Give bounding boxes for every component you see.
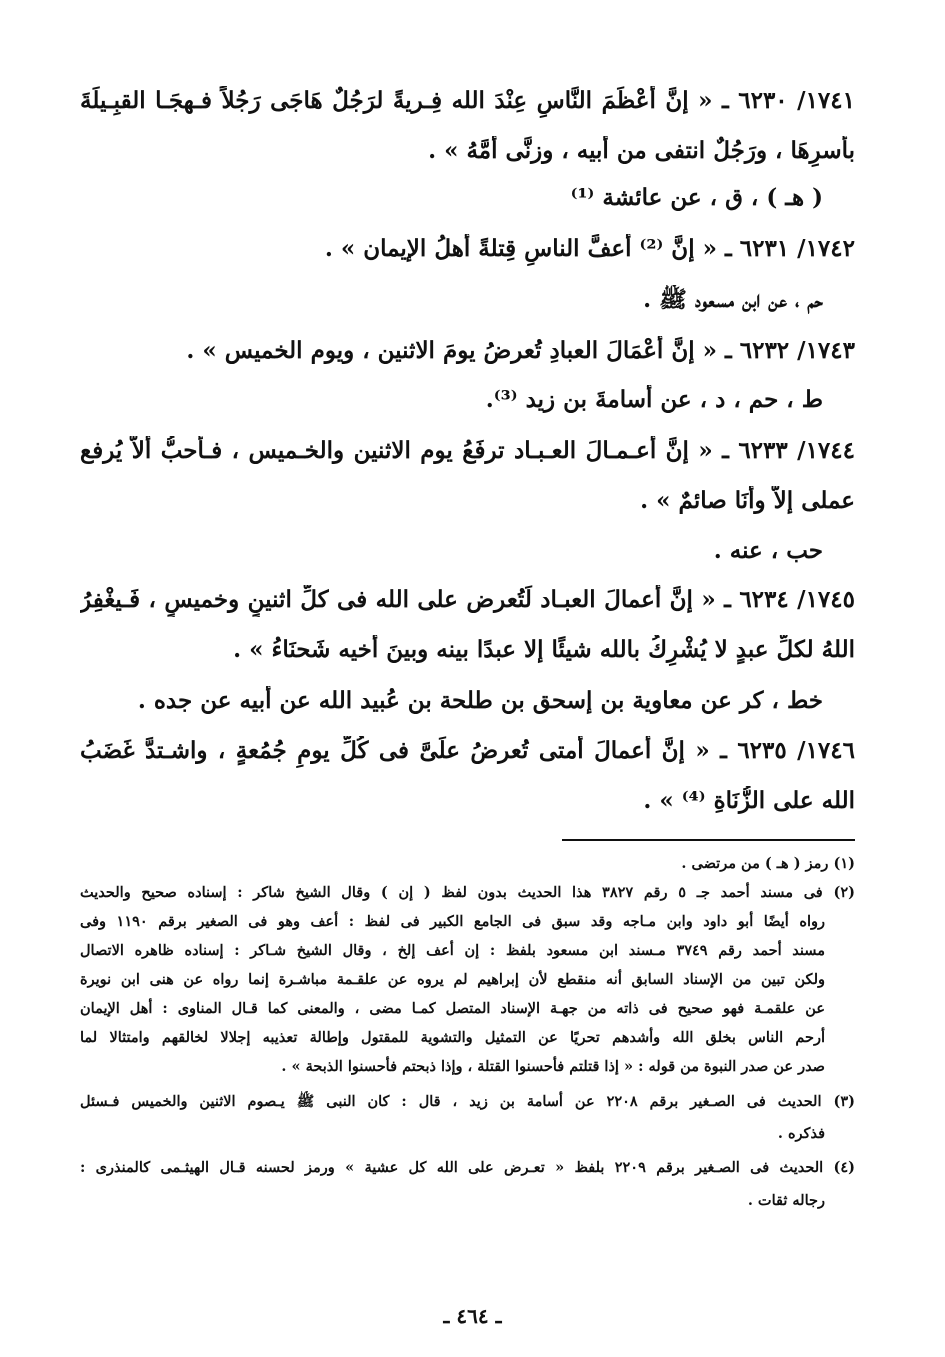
- page-number: ـ ٤٦٤ ـ: [443, 1304, 502, 1328]
- hadith-1745-source: خط ، كر عن معاوية بن إسحق بن طلحة بن عُبيد الله عن أبيه عن جده .: [137, 687, 823, 714]
- footnote-1: (١) رمز ( هـ ) من مرتضى .: [681, 855, 855, 872]
- hadith-1745-line-2: اللهُ لكلِّ عبدٍ لا يُشْرِكُ بالله شيئًا إلا عبدًا بينه وبينَ أخيه شَحنَاءُ » .: [233, 636, 855, 663]
- hadith-1746-line-2: الله على الزُّنَاةِ ⁽⁴⁾ » .: [643, 787, 855, 814]
- footnote-2-line-4: ولكن تبين من الإسناد السابق أنه منقطع لأن إبراهيم لم يروه عن علقـمة مباشـرة إنما رواه عن هنى ابن نويرة: [80, 971, 825, 988]
- hadith-1743-line-1: ١٧٤٣/ ٦٢٣٢ ـ « إنَّ أعْمَالَ العبادِ تُعرضُ يومَ الاثنين ، ويوم الخميس » .: [186, 337, 855, 364]
- footnote-4-line-1: (٤) الحديث فى الصـغير برقم ٢٢٠٩ بلفظ « تعـرض على الله كل عشية » ورمز لحسنه قـال الهيثـمى كالمنذرى :: [80, 1159, 855, 1176]
- hadith-1744-line-2: عملى إلاَّ وأنَا صائمٌ » .: [640, 487, 855, 514]
- hadith-1741-line-1: ١٧٤١/ ٦٢٣٠ ـ « إنَّ أعْظَمَ النَّاسِ عِنْدَ الله فِـريةً لرَجُلٌ هَاجَى رَجُلاً فـهجَـا القبِـيلَةَ: [80, 87, 855, 114]
- footnote-2-line-3: مسند أحمد رقم ٣٧٤٩ مـسند ابن مسعود بلفظ : إن أعف إلخ ، وقال الشيخ شـاكر : إسناده ظاهره الاتصال: [80, 942, 825, 959]
- hadith-1744-source: حب ، عنه .: [713, 537, 823, 564]
- hadith-1743-source: ط ، حم ، د ، عن أُسامةَ بن زيد ⁽³⁾.: [485, 386, 823, 413]
- footnote-4-line-2: رجاله ثقات .: [747, 1192, 825, 1209]
- hadith-1742-source: حم ، عن ابن مسعود ﷺ .: [643, 286, 823, 313]
- footnote-2-line-2: رواه أيضًا أبو داود وابن مـاجه وقد سبق فى الجامع الكبير فى لفظ : أعف وهو فى الصغير برقم ١١٩٠ وفى: [80, 913, 825, 930]
- hadith-1746-line-1: ١٧٤٦/ ٦٢٣٥ ـ « إنَّ أعمالَ أُمتى تُعرضُ علَىَّ فى كُلِّ يومِ جُمُعةٍ ، واشـتدَّ غَضَبُ: [80, 737, 855, 764]
- footnote-3-line-2: فذكره .: [777, 1125, 825, 1142]
- footnote-2-line-6: أرحم الناس بخلق الله وأشدهم تحريًا عن التمثيل والتشوية للمقتول وإطالة تعذيبه إجلالا لخالقهم وامتثالا لما: [80, 1029, 825, 1046]
- footnote-2-line-7: صدر عن صدر النبوة من قوله : « إذا قتلتم فأحسنوا القتلة ، وإذا ذبحتم فأحسنوا الذبحة » .: [281, 1058, 825, 1075]
- hadith-1745-line-1: ١٧٤٥/ ٦٢٣٤ ـ « إنَّ أعمالَ العبـاد لَتُعرض على الله فى كلِّ اثنينٍ وخميسٍ ، فَـيغْفِرُ: [80, 586, 855, 613]
- hadith-1741-line-2: بأَسرِهَا ، ورَجُلٌ انتفى من أبيه ، وزنَّى أُمَّهُ » .: [428, 137, 855, 164]
- footnote-separator: [562, 839, 855, 841]
- footnote-2-line-1: (٢) فى مسند أحمد جـ ٥ رقم ٣٨٢٧ هذا الحديث بدون لفظ ( إن ) وقال الشيخ شاكر : إسناده صحيح والحديث: [80, 884, 855, 901]
- hadith-1744-line-1: ١٧٤٤/ ٦٢٣٣ ـ « إنَّ أعـمـالَ العـبـاد ترفَعُ يوم الاثنين والخـميس ، فـأُحبُّ ألاَّ يُرفع: [80, 437, 855, 464]
- footnote-3-line-1: (٣) الحديث فى الصـغير برقم ٢٢٠٨ عن أسامة بن زيد ، قال : كان النبى ﷺ يـصوم الاثنين والخميس فـسئل: [80, 1093, 855, 1110]
- footnote-2-line-5: عن علقمـة فهو صحيح فى ذاته من جهـة الإسناد المتصل كمـا مضى ، والمعنى كما قـال المناوى : أهل الإيمان: [80, 1000, 825, 1017]
- hadith-1742-line-1: ١٧٤٢/ ٦٢٣١ ـ « إنَّ ⁽²⁾ أعفَّ الناسِ قِتلةً أهلُ الإيمان » .: [324, 235, 855, 262]
- hadith-1741-source: ( هـ ) ، ق ، عن عائشة ⁽¹⁾: [570, 184, 823, 211]
